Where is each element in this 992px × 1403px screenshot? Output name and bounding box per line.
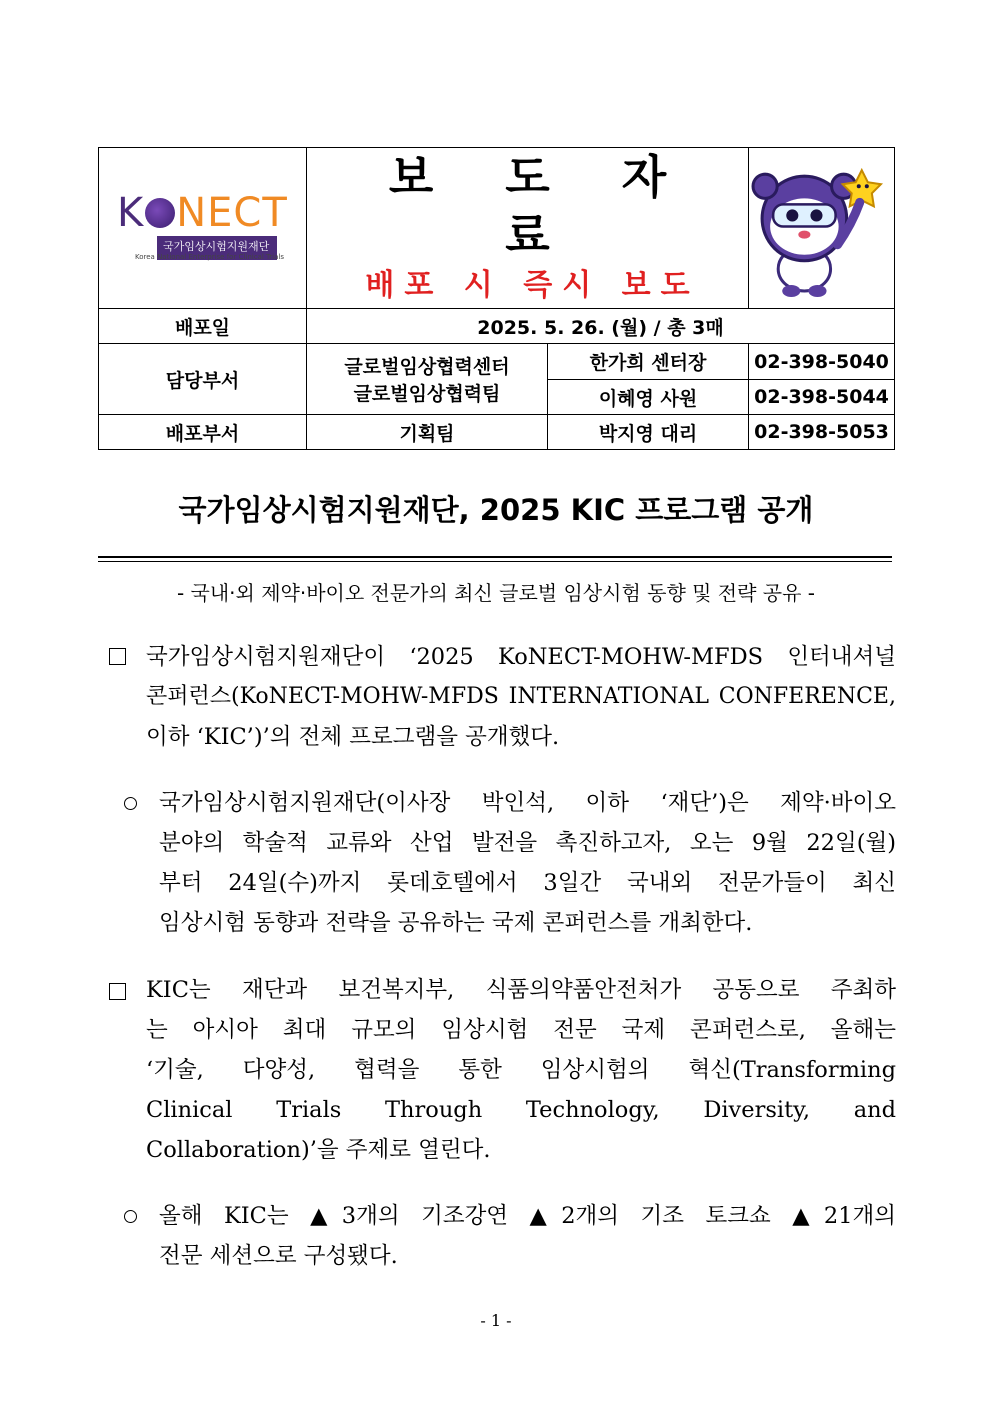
press-release-header-table [98, 147, 895, 450]
mascot-illustration [749, 148, 894, 302]
headline: 국가임상시험지원재단, 2025 KIC 프로그램 공개 [178, 493, 814, 527]
contact1-name: 한가희 센터장 [548, 344, 749, 380]
contact2-name: 이혜영 사원 [548, 380, 749, 415]
contact3-name: 박지영 대리 [548, 415, 749, 450]
paragraph-4 [159, 1196, 896, 1276]
paragraph-line: Clinical Trials Through Technology, Diversity, and [146, 1097, 896, 1123]
logo-korean-name: 국가임상시험지원재단 [163, 240, 270, 253]
dept-label: 담당부서 [99, 344, 307, 415]
title-cell [307, 148, 749, 309]
contact2-phone: 02-398-5044 [749, 380, 895, 415]
paragraph-2 [159, 783, 896, 943]
circle-bullet-icon [124, 1210, 137, 1223]
contact1-phone: 02-398-5040 [749, 344, 895, 380]
logo-wordmark [117, 190, 288, 236]
dept-name [307, 344, 548, 415]
page-subtitle: 배포 시 즉시 보도 [365, 268, 700, 303]
paragraph-line: 임상시험 동향과 전략을 공유하는 국제 콘퍼런스를 개최한다. [159, 910, 753, 936]
konect-logo [99, 148, 306, 308]
page-number: - 1 - [480, 1311, 512, 1330]
dept-name-line1: 글로벌임상협력센터 [344, 356, 510, 378]
logo-english-name: Korea National Enterprise for Clinical Trials [135, 253, 284, 261]
paragraph-line: 부터 24일(수)까지 롯데호텔에서 3일간 국내외 전문가들이 최신 [159, 870, 896, 896]
paragraph-3 [146, 970, 896, 1170]
paragraph-1 [146, 637, 896, 757]
square-bullet-icon [109, 648, 126, 665]
paragraph-line: Collaboration)’을 주제로 열린다. [146, 1137, 491, 1163]
contact3-phone: 02-398-5053 [749, 415, 895, 450]
paragraph-line: KIC는 재단과 보건복지부, 식품의약품안전처가 공동으로 주최하 [146, 977, 896, 1003]
paragraph-line: 는 아시아 최대 규모의 임상시험 전문 국제 콘퍼런스로, 올해는 [146, 1017, 896, 1043]
logo-cell [99, 148, 307, 309]
paragraph-line: ‘기술, 다양성, 협력을 통한 임상시험의 혁신(Transforming [146, 1057, 896, 1083]
release-date-label: 배포일 [99, 309, 307, 344]
mascot-cell [749, 148, 895, 309]
dept-name-line2: 글로벌임상협력팀 [353, 383, 501, 405]
circle-bullet-icon [124, 797, 137, 810]
dist-dept-label: 배포부서 [99, 415, 307, 450]
logo-globe-icon [145, 198, 175, 228]
dist-dept-name: 기획팀 [307, 415, 548, 450]
divider-thick [98, 556, 892, 558]
release-date-value: 2025. 5. 26. (월) / 총 3매 [307, 309, 895, 344]
paragraph-line: 분야의 학술적 교류와 산업 발전을 촉진하고자, 오는 9월 22일(월) [159, 830, 896, 856]
paragraph-line: 이하 ‘KIC’)’의 전체 프로그램을 공개했다. [146, 724, 560, 750]
paragraph-line: 국가임상시험지원재단이 ‘2025 KoNECT-MOHW-MFDS 인터내셔널 [146, 644, 896, 670]
page-title: 보 도 자 료 [388, 150, 695, 262]
paragraph-line: 전문 세션으로 구성됐다. [159, 1243, 398, 1269]
subheadline: - 국내·외 제약·바이오 전문가의 최신 글로벌 임상시험 동향 및 전략 공유 - [176, 581, 816, 605]
paragraph-line: 콘퍼런스(KoNECT-MOHW-MFDS INTERNATIONAL CONFERENCE, [146, 684, 896, 709]
paragraph-line: 올해 KIC는 ▲3개의 기조강연 ▲2개의 기조 토크쇼 ▲21개의 [159, 1203, 896, 1229]
square-bullet-icon [109, 983, 126, 1000]
paragraph-line: 국가임상시험지원재단(이사장 박인석, 이하 ‘재단’)은 제약·바이오 [159, 790, 896, 816]
logo-letters: NECT [176, 190, 288, 236]
logo-letter-k: K [117, 190, 145, 236]
divider-thin [98, 561, 892, 562]
